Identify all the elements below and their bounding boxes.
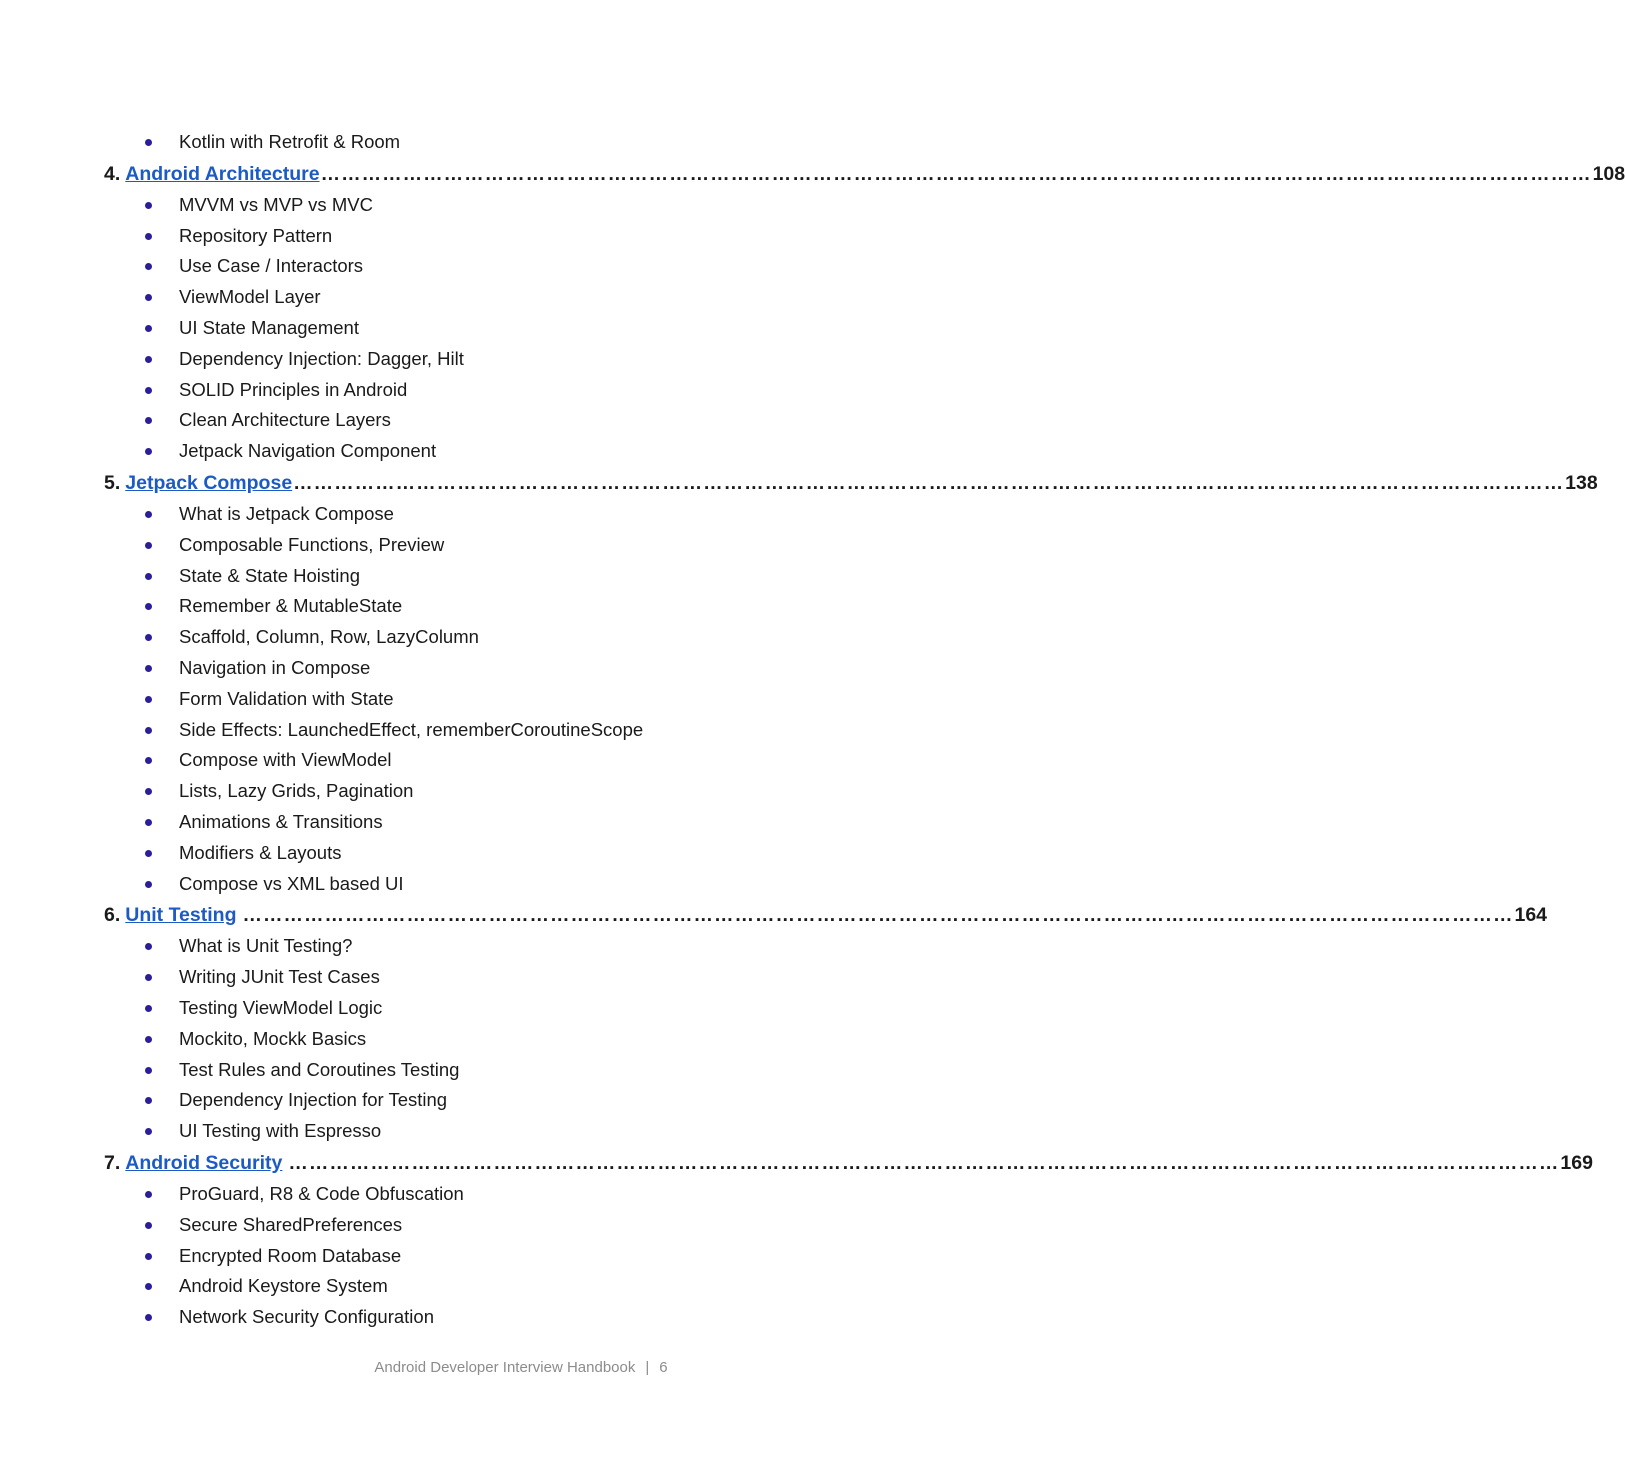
toc-bullet-item	[104, 622, 944, 653]
toc-bullet-text: Dependency Injection: Dagger, Hilt	[179, 347, 464, 369]
bullet-dot-icon	[145, 1097, 152, 1104]
bullet-dot-icon	[145, 788, 152, 795]
section-page-number: 164	[1514, 904, 1548, 927]
bullet-dot-icon	[145, 943, 152, 950]
section-title-link[interactable]: Android Security	[125, 1151, 283, 1174]
section-page-number: 169	[1560, 1151, 1593, 1174]
toc-bullet-item	[104, 127, 944, 158]
bullet-dot-icon	[145, 1128, 152, 1135]
bullet-dot-icon	[145, 417, 152, 424]
bullet-dot-icon	[145, 696, 152, 703]
bullet-dot-icon	[145, 387, 152, 394]
toc-bullet-text: Secure SharedPreferences	[179, 1213, 403, 1235]
bullet-dot-icon	[145, 325, 152, 332]
toc-bullet-text: UI State Management	[179, 316, 359, 338]
bullet-dot-icon	[145, 202, 152, 209]
bullet-dot-icon	[145, 573, 152, 580]
toc-bullet-item	[104, 1210, 944, 1241]
table-of-contents	[104, 127, 1625, 1333]
bullet-dot-icon	[145, 819, 152, 826]
toc-bullet-item	[104, 313, 944, 344]
toc-bullet-text: Composable Functions, Preview	[179, 533, 445, 555]
toc-bullet-item	[104, 715, 944, 746]
bullet-dot-icon	[145, 263, 152, 270]
toc-bullet-item	[104, 962, 944, 993]
toc-bullet-item	[104, 1241, 944, 1272]
toc-bullet-text: Use Case / Interactors	[179, 255, 364, 277]
toc-bullet-text: Compose vs XML based UI	[179, 872, 404, 894]
bullet-dot-icon	[145, 881, 152, 888]
section-number: 7.	[104, 1151, 121, 1174]
toc-bullet-text: Jetpack Navigation Component	[179, 440, 437, 462]
footer-separator: |	[645, 1359, 650, 1376]
bullet-dot-icon	[145, 1253, 152, 1260]
toc-section-heading	[104, 899, 1548, 931]
toc-bullet-text: Lists, Lazy Grids, Pagination	[179, 780, 414, 802]
toc-bullet-item	[104, 405, 944, 436]
toc-bullet-item	[104, 221, 944, 252]
section-title-link[interactable]: Android Architecture	[125, 162, 320, 185]
toc-bullet-text: What is Unit Testing?	[179, 935, 353, 957]
toc-bullet-text: Encrypted Room Database	[179, 1244, 402, 1266]
bullet-dot-icon	[145, 233, 152, 240]
bullet-dot-icon	[145, 294, 152, 301]
toc-bullet-text: Form Validation with State	[179, 687, 394, 709]
bullet-dot-icon	[145, 1067, 152, 1074]
toc-bullet-item	[104, 1024, 944, 1055]
toc-bullet-text: Repository Pattern	[179, 224, 333, 246]
footer-book-title: Android Developer Interview Handbook	[374, 1359, 636, 1376]
toc-bullet-text: What is Jetpack Compose	[179, 502, 394, 524]
toc-bullet-item	[104, 591, 944, 622]
bullet-dot-icon	[145, 448, 152, 455]
toc-bullet-text: UI Testing with Espresso	[179, 1120, 382, 1142]
section-title-link[interactable]: Jetpack Compose	[125, 471, 293, 494]
section-title-link[interactable]: Unit Testing	[125, 904, 237, 927]
page-footer	[0, 1357, 1042, 1379]
toc-bullet-item	[104, 807, 944, 838]
toc-bullet-item	[104, 436, 944, 467]
toc-bullet-item	[104, 1085, 944, 1116]
toc-bullet-item	[104, 776, 944, 807]
bullet-dot-icon	[145, 603, 152, 610]
toc-bullet-item	[104, 499, 944, 530]
toc-bullet-text: Navigation in Compose	[179, 656, 371, 678]
bullet-dot-icon	[145, 665, 152, 672]
toc-bullet-text: Compose with ViewModel	[179, 749, 392, 771]
toc-bullet-item	[104, 1179, 944, 1210]
toc-bullet-text: Kotlin with Retrofit & Room	[179, 131, 401, 152]
bullet-dot-icon	[145, 974, 152, 981]
toc-bullet-text: Remember & MutableState	[179, 595, 403, 617]
toc-bullet-text: Dependency Injection for Testing	[179, 1089, 448, 1111]
bullet-dot-icon	[145, 850, 152, 857]
toc-bullet-item	[104, 375, 944, 406]
toc-bullet-text: Scaffold, Column, Row, LazyColumn	[179, 626, 479, 648]
toc-bullet-item	[104, 190, 944, 221]
bullet-dot-icon	[145, 139, 152, 146]
bullet-dot-icon	[145, 1036, 152, 1043]
bullet-dot-icon	[145, 1314, 152, 1321]
bullet-dot-icon	[145, 1222, 152, 1229]
toc-bullet-text: ViewModel Layer	[179, 286, 321, 308]
toc-bullet-item	[104, 869, 944, 900]
toc-bullet-text: Writing JUnit Test Cases	[179, 966, 380, 988]
section-number: 6.	[104, 904, 121, 927]
toc-bullet-text: ProGuard, R8 & Code Obfuscation	[179, 1182, 464, 1204]
toc-bullet-item	[104, 1302, 944, 1333]
toc-bullet-item	[104, 684, 944, 715]
bullet-dot-icon	[145, 542, 152, 549]
toc-bullet-item	[104, 993, 944, 1024]
toc-bullet-text: Network Security Configuration	[179, 1306, 434, 1328]
toc-bullet-text: Modifiers & Layouts	[179, 841, 342, 863]
section-number: 4.	[104, 162, 121, 185]
toc-bullet-text: Test Rules and Coroutines Testing	[179, 1058, 460, 1080]
bullet-dot-icon	[145, 511, 152, 518]
toc-section-heading	[104, 158, 1625, 190]
bullet-dot-icon	[145, 634, 152, 641]
bullet-dot-icon	[145, 727, 152, 734]
dot-leader: ……………………………………………………………………………………………………………………………………………………………………	[288, 1151, 1560, 1174]
toc-bullet-item	[104, 653, 944, 684]
footer-page-number: 6	[659, 1359, 668, 1376]
toc-bullet-text: Clean Architecture Layers	[179, 409, 391, 431]
bullet-dot-icon	[145, 1191, 152, 1198]
toc-bullet-item	[104, 931, 944, 962]
toc-bullet-item	[104, 561, 944, 592]
toc-bullet-text: Mockito, Mockk Basics	[179, 1027, 367, 1049]
section-page-number: 138	[1565, 471, 1598, 494]
bullet-dot-icon	[145, 1283, 152, 1290]
bullet-dot-icon	[145, 356, 152, 363]
toc-bullet-item	[104, 1271, 944, 1302]
toc-bullet-text: Animations & Transitions	[179, 810, 383, 832]
section-page-number: 108	[1592, 162, 1625, 185]
toc-section-heading	[104, 467, 1598, 499]
toc-bullet-item	[104, 1055, 944, 1086]
toc-bullet-item	[104, 282, 944, 313]
toc-bullet-item	[104, 838, 944, 869]
toc-bullet-item	[104, 745, 944, 776]
dot-leader: ……………………………………………………………………………………………………………………………………………………………………	[320, 162, 1592, 185]
toc-bullet-text: SOLID Principles in Android	[179, 378, 408, 400]
toc-section-heading	[104, 1147, 1593, 1179]
dot-leader: ……………………………………………………………………………………………………………………………………………………………………	[293, 471, 1565, 494]
section-number: 5.	[104, 471, 121, 494]
toc-bullet-text: Android Keystore System	[179, 1275, 388, 1297]
toc-bullet-item	[104, 530, 944, 561]
dot-leader: ……………………………………………………………………………………………………………………………………………………………………	[242, 904, 1514, 927]
toc-bullet-text: Side Effects: LaunchedEffect, rememberCoroutineScope	[179, 718, 644, 740]
bullet-dot-icon	[145, 1005, 152, 1012]
toc-bullet-item	[104, 1116, 944, 1147]
toc-bullet-item	[104, 344, 944, 375]
toc-bullet-text: Testing ViewModel Logic	[179, 996, 383, 1018]
toc-bullet-text: MVVM vs MVP vs MVC	[179, 193, 373, 215]
bullet-dot-icon	[145, 757, 152, 764]
toc-bullet-text: State & State Hoisting	[179, 564, 360, 586]
toc-bullet-item	[104, 251, 944, 282]
